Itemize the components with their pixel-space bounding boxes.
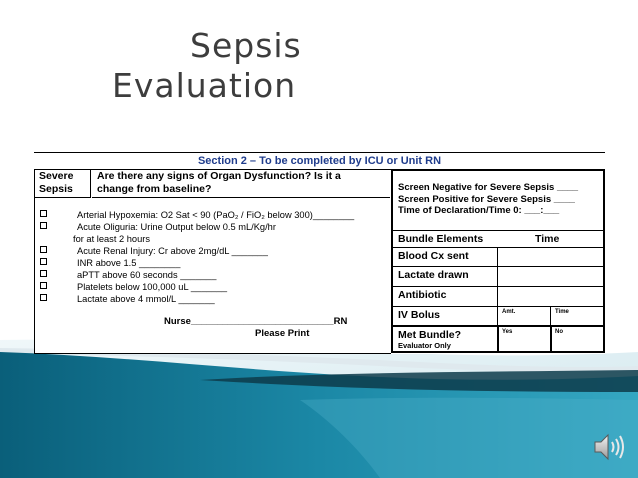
criteria-item-platelets	[34, 281, 390, 293]
bundle-elements-label: Bundle Elements	[398, 233, 484, 245]
screen-negative: Screen Negative for Severe Sepsis ____	[398, 182, 579, 193]
sepsis-form	[34, 152, 605, 354]
rn-label: RN	[333, 316, 348, 327]
criteria-text: Acute Renal Injury: Cr above 2mg/dL _______	[77, 246, 268, 256]
amt-label: Amt.	[502, 309, 516, 315]
criteria-list	[34, 209, 390, 305]
criteria-text: Platelets below 100,000 uL _______	[77, 282, 228, 292]
column-divider	[497, 287, 498, 306]
column-divider	[550, 307, 551, 325]
column-divider	[497, 327, 499, 351]
criteria-text: Arterial Hypoxemia: O2 Sat < 90 (PaO₂ / FiO₂ below 300)________	[77, 210, 355, 220]
evaluator-only-label: Evaluator Only	[398, 341, 451, 350]
criteria-item-aptt	[34, 269, 390, 281]
column-divider	[550, 327, 552, 351]
checkbox[interactable]	[40, 222, 47, 229]
criteria-text: aPTT above 60 seconds _______	[77, 270, 217, 280]
form-bottom-border	[34, 353, 391, 354]
antibiotic-label: Antibiotic	[398, 289, 447, 301]
nurse-label: Nurse	[164, 316, 191, 327]
question-line-2: change from baseline?	[97, 183, 212, 195]
no-label: No	[555, 329, 563, 335]
screening-section	[393, 171, 603, 231]
organ-dysfunction-question	[92, 169, 390, 198]
severe-line-2: Sepsis	[39, 183, 73, 195]
time-header: Time	[535, 233, 560, 245]
question-line-1: Are there any signs of Organ Dysfunction? Is it a	[97, 170, 341, 182]
criteria-item-oliguria	[34, 221, 390, 233]
bundle-box	[391, 169, 605, 353]
nurse-signature-line	[164, 316, 347, 327]
met-bundle-row	[393, 327, 603, 351]
checkbox[interactable]	[40, 210, 47, 217]
screen-positive: Screen Positive for Severe Sepsis ____	[398, 193, 575, 205]
met-bundle-label: Met Bundle?	[398, 329, 461, 341]
yes-label: Yes	[502, 329, 513, 335]
checkbox[interactable]	[40, 270, 47, 277]
criteria-text: Acute Oliguria: Urine Output below 0.5 mL/Kg/hr	[77, 222, 276, 232]
antibiotic-row	[393, 287, 603, 307]
title-line-2: Evaluation	[112, 66, 297, 105]
blood-cx-row	[393, 248, 603, 267]
criteria-text: Lactate above 4 mmol/L _______	[77, 294, 215, 304]
severe-sepsis-label	[34, 169, 91, 198]
criteria-text: INR above 1.5 ________	[77, 258, 181, 268]
title-line-1: Sepsis	[190, 26, 302, 65]
iv-bolus-row	[393, 307, 603, 327]
blood-cx-label: Blood Cx sent	[398, 250, 469, 262]
iv-bolus-label: IV Bolus	[398, 309, 441, 321]
criteria-item-lactate	[34, 293, 390, 305]
section-header: Section 2 – To be completed by ICU or Unit RN	[34, 152, 605, 170]
criteria-item-renal	[34, 245, 390, 257]
checkbox[interactable]	[40, 294, 47, 301]
checkbox[interactable]	[40, 282, 47, 289]
checkbox[interactable]	[40, 246, 47, 253]
column-divider	[497, 267, 498, 286]
time-small-label: Time	[555, 309, 569, 315]
criteria-item-inr	[34, 257, 390, 269]
speaker-icon[interactable]	[593, 432, 627, 462]
column-divider	[497, 307, 498, 325]
criteria-item-hypoxemia	[34, 209, 390, 221]
bundle-header-row	[393, 231, 603, 248]
nurse-line[interactable]: ___________________________	[190, 316, 334, 327]
lactate-drawn-label: Lactate drawn	[398, 269, 469, 281]
oliguria-continuation: for at least 2 hours	[73, 234, 150, 244]
checkbox[interactable]	[40, 258, 47, 265]
please-print: Please Print	[255, 328, 310, 339]
column-divider	[497, 248, 498, 266]
severe-line-1: Severe	[39, 170, 74, 182]
lactate-row	[393, 267, 603, 287]
time-declaration: Time of Declaration/Time 0: ___:___	[398, 205, 560, 216]
